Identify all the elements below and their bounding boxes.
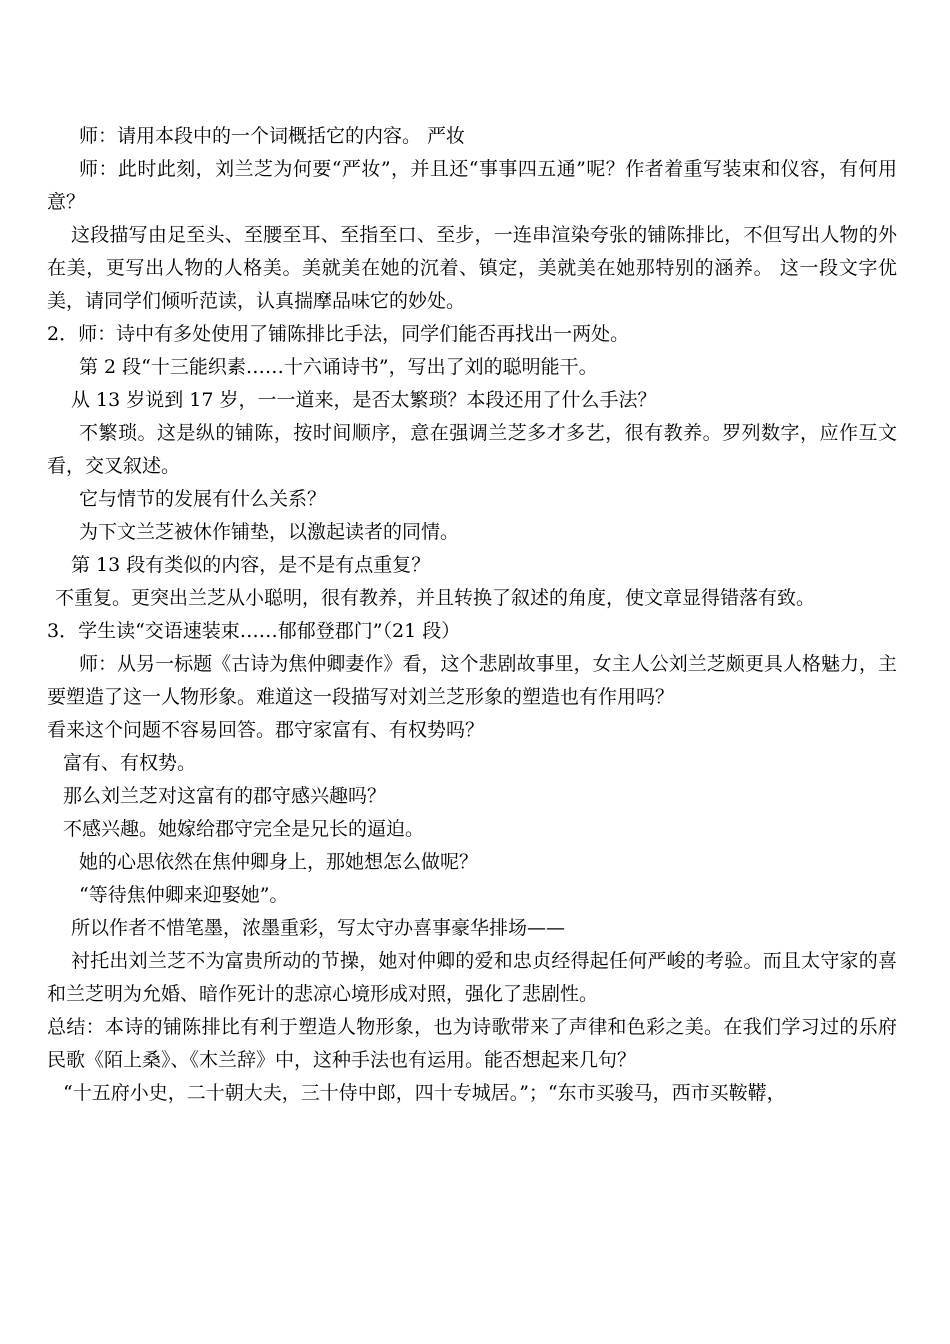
paragraph: “十五府小史，二十朝大夫，三十侍中郎，四十专城居。”；“东市买骏马，西市买鞍鞯， bbox=[63, 1082, 786, 1104]
paragraph: 看来这个问题不容易回答。郡守家富有、有权势吗？ bbox=[47, 719, 485, 741]
paragraph: 这段描写由足至头、至腰至耳、至指至口、至步，一连串渲染夸张的铺陈排比，不但写出人物的外在美，更写出人物的人格美。美就美在她的沉着、镇定，美就美在她那特别的涵养。 这一段文字优美，请同学们倾听范读，认真揣摩品味它的妙处。 bbox=[47, 224, 897, 312]
paragraph: 她的心思依然在焦仲卿身上，那她想怎么做呢？ bbox=[79, 851, 479, 873]
document-body bbox=[47, 120, 897, 1110]
paragraph: 它与情节的发展有什么关系？ bbox=[79, 488, 327, 510]
paragraph: 不繁琐。这是纵的铺陈，按时间顺序，意在强调兰芝多才多艺，很有教养。罗列数字，应作互文看，交叉叙述。 bbox=[47, 422, 897, 477]
paragraph: 为下文兰芝被休作铺垫，以激起读者的同情。 bbox=[79, 521, 460, 543]
paragraph: “等待焦仲卿来迎娶她”。 bbox=[79, 884, 289, 906]
paragraph: 第 2 段“十三能织素……十六诵诗书”，写出了刘的聪明能干。 bbox=[79, 356, 598, 378]
paragraph: 不重复。更突出兰芝从小聪明，很有教养，并且转换了叙述的角度，使文章显得错落有致。 bbox=[55, 587, 816, 609]
paragraph: 所以作者不惜笔墨，浓墨重彩，写太守办喜事豪华排场—— bbox=[71, 917, 566, 939]
paragraph: 总结：本诗的铺陈排比有利于塑造人物形象，也为诗歌带来了声律和色彩之美。在我们学习过的乐府民歌《陌上桑》、《木兰辞》中，这种手法也有运用。能否想起来几句？ bbox=[47, 1016, 897, 1071]
paragraph: 富有、有权势。 bbox=[63, 752, 197, 774]
paragraph: 第 13 段有类似的内容，是不是有点重复？ bbox=[71, 554, 431, 576]
paragraph: 3．学生读“交语速装束……郁郁登郡门”（21 段） bbox=[47, 620, 461, 642]
paragraph: 师：此时此刻，刘兰芝为何要“严妆”，并且还“事事四五通”呢？作者着重写装束和仪容，有何用意？ bbox=[47, 158, 897, 213]
paragraph: 师：从另一标题《古诗为焦仲卿妻作》看，这个悲剧故事里，女主人公刘兰芝颇更具人格魅力，主要塑造了这一人物形象。难道这一段描写对刘兰芝形象的塑造也有作用吗？ bbox=[47, 653, 897, 708]
paragraph: 衬托出刘兰芝不为富贵所动的节操，她对仲卿的爱和忠贞经得起任何严峻的考验。而且太守家的喜和兰芝明为允婚、暗作死计的悲凉心境形成对照，强化了悲剧性。 bbox=[47, 950, 897, 1005]
paragraph: 那么刘兰芝对这富有的郡守感兴趣吗？ bbox=[63, 785, 387, 807]
paragraph: 不感兴趣。她嫁给郡守完全是兄长的逼迫。 bbox=[63, 818, 425, 840]
paragraph: 师：请用本段中的一个词概括它的内容。 严妆 bbox=[79, 125, 466, 147]
paragraph: 从 13 岁说到 17 岁，一一道来，是否太繁琐？本段还用了什么手法？ bbox=[71, 389, 657, 411]
paragraph: 2．师：诗中有多处使用了铺陈排比手法，同学们能否再找出一两处。 bbox=[47, 323, 630, 345]
